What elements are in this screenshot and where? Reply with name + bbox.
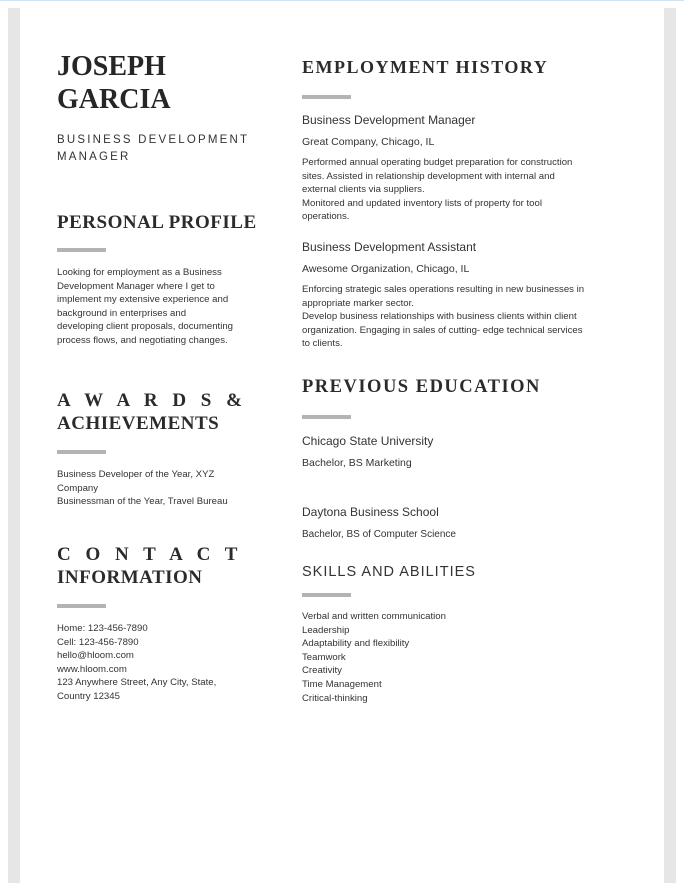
- awards-rule: [57, 450, 106, 454]
- education-heading: PREVIOUS EDUCATION: [302, 377, 541, 397]
- skills-rule: [302, 593, 351, 597]
- job-1-title: Business Development Manager: [302, 113, 476, 127]
- top-border-line: [0, 0, 684, 1]
- contact-cell: Cell: 123-456-7890: [57, 636, 139, 648]
- skill-item: Time Management: [302, 678, 382, 690]
- left-margin-bar: [8, 8, 20, 883]
- employment-rule: [302, 95, 351, 99]
- skill-item: Leadership: [302, 624, 350, 636]
- profile-heading: PERSONAL PROFILE: [57, 212, 257, 233]
- right-margin-bar: [664, 8, 676, 883]
- profile-rule: [57, 248, 106, 252]
- contact-address-2: Country 12345: [57, 690, 120, 702]
- job-title-line-1: BUSINESS DEVELOPMENT: [57, 134, 250, 146]
- name-first: JOSEPH: [57, 51, 166, 82]
- job-2-company: Awesome Organization, Chicago, IL: [302, 263, 470, 275]
- school-1-degree: Bachelor, BS Marketing: [302, 457, 412, 469]
- skill-item: Creativity: [302, 665, 342, 677]
- contact-home: Home: 123-456-7890: [57, 623, 148, 634]
- contact-website: www.hloom.com: [57, 663, 127, 675]
- awards-heading: A W A R D S & ACHIEVEMENTS: [57, 390, 247, 434]
- contact-rule: [57, 604, 106, 608]
- job-2-title: Business Development Assistant: [302, 240, 477, 254]
- contact-text: [57, 622, 216, 704]
- skill-item: Adaptability and flexibility: [302, 638, 410, 650]
- job-2-description: Enforcing strategic sales operations resulting in new businesses in appropriate marker sector. Develop business relationships with business clients within client organization. Engaging in sales of cutting- edge technical services to clients.: [302, 284, 585, 350]
- profile-text: Looking for employment as a Business Development Manager where I get to implement my extensive experience and background in enterprises and developing client proposals, documenting process flows, and negotiating changes.: [57, 267, 233, 346]
- skill-item: Verbal and written communication: [302, 611, 446, 622]
- contact-heading: C O N T A C T INFORMATION: [57, 544, 243, 588]
- employment-heading: EMPLOYMENT HISTORY: [302, 57, 549, 77]
- job-1-company: Great Company, Chicago, IL: [302, 136, 435, 148]
- school-2-name: Daytona Business School: [302, 505, 439, 519]
- skill-item: Teamwork: [302, 651, 346, 663]
- job-title-header: [57, 132, 249, 166]
- job-title-line-2: MANAGER: [57, 151, 131, 163]
- name-last: GARCIA: [57, 84, 171, 115]
- candidate-name: [57, 50, 171, 116]
- skills-heading: SKILLS AND ABILITIES: [302, 564, 476, 580]
- contact-email: hello@hloom.com: [57, 650, 134, 662]
- job-1-description: Performed annual operating budget preparation for construction sites. Assisted in relationship development with internal and external clients via suppliers. Monitored and updated inventory lists of property for tool operations.: [302, 157, 573, 223]
- school-2-degree: Bachelor, BS of Computer Science: [302, 529, 456, 540]
- skill-item: Critical-thinking: [302, 692, 368, 704]
- skills-list: [302, 610, 446, 705]
- contact-address-1: 123 Anywhere Street, Any City, State,: [57, 677, 217, 689]
- awards-text: Business Developer of the Year, XYZ Company Businessman of the Year, Travel Bureau: [57, 469, 228, 508]
- education-rule: [302, 415, 351, 419]
- school-1-name: Chicago State University: [302, 434, 434, 448]
